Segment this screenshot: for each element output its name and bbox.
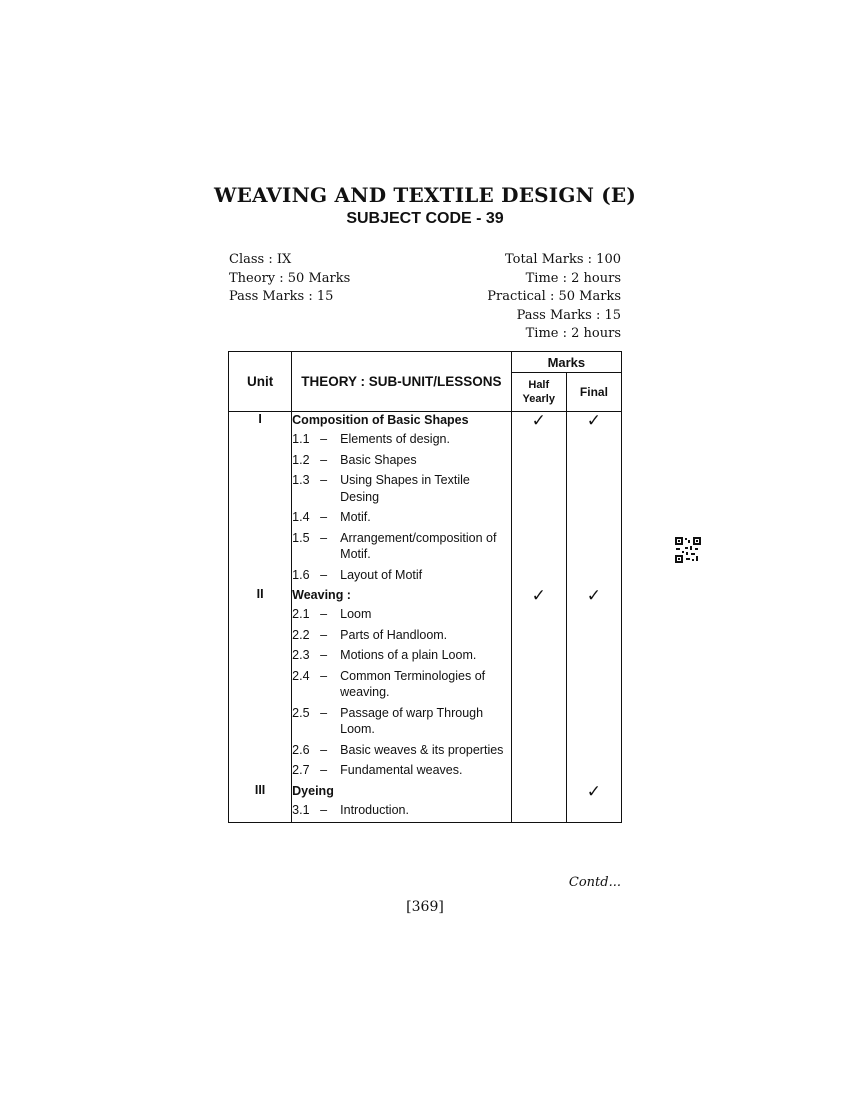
practical-time: Time : 2 hours bbox=[525, 326, 621, 341]
lesson-number: 1.4 bbox=[292, 510, 310, 524]
lesson-text: Elements of design. bbox=[340, 432, 450, 446]
table-row bbox=[229, 587, 622, 783]
lesson-text: Motions of a plain Loom. bbox=[340, 648, 477, 662]
lesson-item bbox=[292, 530, 511, 563]
subject-code: SUBJECT CODE - 39 bbox=[346, 210, 504, 227]
lesson-item bbox=[292, 606, 511, 623]
lesson-item bbox=[292, 762, 511, 779]
table-row bbox=[229, 783, 622, 823]
lesson-dash: – bbox=[320, 742, 328, 757]
checkmark-icon: ✓ bbox=[586, 411, 602, 430]
syllabus-table bbox=[228, 351, 622, 823]
theory-time: Time : 2 hours bbox=[525, 270, 621, 286]
lesson-item bbox=[292, 509, 511, 526]
lesson-dash: – bbox=[320, 705, 328, 720]
table-row bbox=[229, 412, 622, 588]
lesson-number: 1.6 bbox=[292, 567, 310, 582]
total-marks: Total Marks : 100 bbox=[504, 252, 621, 267]
practical-marks: Practical : 50 Marks bbox=[487, 289, 621, 304]
practical-pass-marks: Pass Marks : 15 bbox=[516, 307, 621, 323]
unit-title: Weaving : bbox=[292, 588, 351, 602]
lesson-number: 2.7 bbox=[292, 763, 310, 777]
lesson-item bbox=[292, 742, 511, 759]
lesson-text: Introduction. bbox=[340, 802, 409, 817]
lesson-dash: – bbox=[320, 648, 328, 662]
lesson-item bbox=[292, 668, 511, 701]
unit-number: III bbox=[229, 783, 292, 823]
half-yearly-check-cell bbox=[511, 412, 566, 588]
header-final: Final bbox=[566, 373, 621, 412]
lesson-dash: – bbox=[320, 668, 328, 683]
half-yearly-check-cell bbox=[511, 783, 566, 823]
lesson-dash: – bbox=[320, 607, 328, 621]
lesson-text: Common Terminologies of weaving. bbox=[340, 668, 486, 699]
lesson-number: 2.5 bbox=[292, 705, 310, 720]
lesson-text: Using Shapes in Textile Desing bbox=[340, 473, 470, 504]
meta-right bbox=[487, 251, 621, 344]
lesson-text: Fundamental weaves. bbox=[340, 763, 463, 777]
syllabus-body bbox=[229, 412, 622, 823]
unit-number: II bbox=[229, 587, 292, 783]
lesson-number: 1.2 bbox=[292, 452, 310, 467]
lesson-text: Layout of Motif bbox=[340, 567, 423, 582]
lesson-text: Basic weaves & its properties bbox=[340, 742, 504, 757]
final-check-cell bbox=[566, 783, 621, 823]
lesson-number: 2.1 bbox=[292, 607, 310, 621]
qr-code-icon bbox=[675, 537, 701, 563]
lesson-number: 2.6 bbox=[292, 742, 310, 757]
lesson-dash: – bbox=[320, 432, 328, 446]
checkmark-icon: ✓ bbox=[586, 586, 602, 605]
unit-title: Composition of Basic Shapes bbox=[292, 413, 469, 427]
lesson-number: 3.1 bbox=[292, 802, 310, 817]
checkmark-icon: ✓ bbox=[531, 411, 546, 430]
lesson-dash: – bbox=[320, 452, 328, 467]
lesson-dash: – bbox=[320, 510, 328, 524]
lesson-text: Arrangement/composition of Motif. bbox=[340, 530, 497, 561]
lesson-item bbox=[292, 802, 511, 819]
page-number: [369] bbox=[406, 899, 444, 915]
lesson-text: Passage of warp Through Loom. bbox=[340, 705, 484, 736]
lesson-number: 1.3 bbox=[292, 473, 310, 487]
header-marks: Marks bbox=[511, 352, 621, 373]
final-check-cell bbox=[566, 587, 621, 783]
header-unit: Unit bbox=[229, 352, 292, 412]
lesson-item bbox=[292, 705, 511, 738]
lesson-text: Parts of Handloom. bbox=[340, 627, 448, 642]
header-half-yearly: Half Yearly bbox=[511, 373, 566, 412]
lesson-item bbox=[292, 472, 511, 505]
class-info: Class : IX bbox=[229, 252, 292, 267]
checkmark-icon: ✓ bbox=[531, 586, 546, 605]
unit-content bbox=[292, 587, 512, 783]
lesson-text: Basic Shapes bbox=[340, 452, 417, 467]
lesson-text: Loom bbox=[340, 607, 372, 621]
lesson-number: 2.2 bbox=[292, 627, 310, 642]
meta-left bbox=[229, 251, 350, 307]
lesson-dash: – bbox=[320, 473, 328, 487]
final-check-cell bbox=[566, 412, 621, 588]
lesson-number: 1.5 bbox=[292, 530, 310, 545]
unit-number: I bbox=[229, 412, 292, 588]
lesson-number: 1.1 bbox=[292, 432, 310, 446]
lesson-dash: – bbox=[320, 763, 328, 777]
checkmark-icon: ✓ bbox=[586, 781, 602, 801]
lesson-item bbox=[292, 567, 511, 584]
continued-note: Contd... bbox=[568, 875, 621, 890]
pass-marks: Pass Marks : 15 bbox=[229, 289, 334, 304]
half-yearly-check-cell bbox=[511, 587, 566, 783]
lesson-item bbox=[292, 431, 511, 448]
lesson-number: 2.4 bbox=[292, 668, 310, 683]
lesson-item bbox=[292, 647, 511, 664]
lesson-item bbox=[292, 452, 511, 469]
theory-marks: Theory : 50 Marks bbox=[229, 270, 351, 286]
lesson-item bbox=[292, 627, 511, 644]
lesson-dash: – bbox=[320, 627, 328, 642]
lesson-dash: – bbox=[320, 530, 328, 545]
lesson-dash: – bbox=[320, 802, 328, 817]
unit-title: Dyeing bbox=[292, 783, 334, 798]
unit-content bbox=[292, 783, 512, 823]
header-theory: THEORY : SUB-UNIT/LESSONS bbox=[292, 352, 512, 412]
page-title: WEAVING AND TEXTILE DESIGN (E) bbox=[213, 183, 637, 207]
lesson-text: Motif. bbox=[340, 510, 371, 524]
unit-content bbox=[292, 412, 512, 588]
lesson-dash: – bbox=[320, 567, 328, 582]
lesson-number: 2.3 bbox=[292, 648, 310, 662]
